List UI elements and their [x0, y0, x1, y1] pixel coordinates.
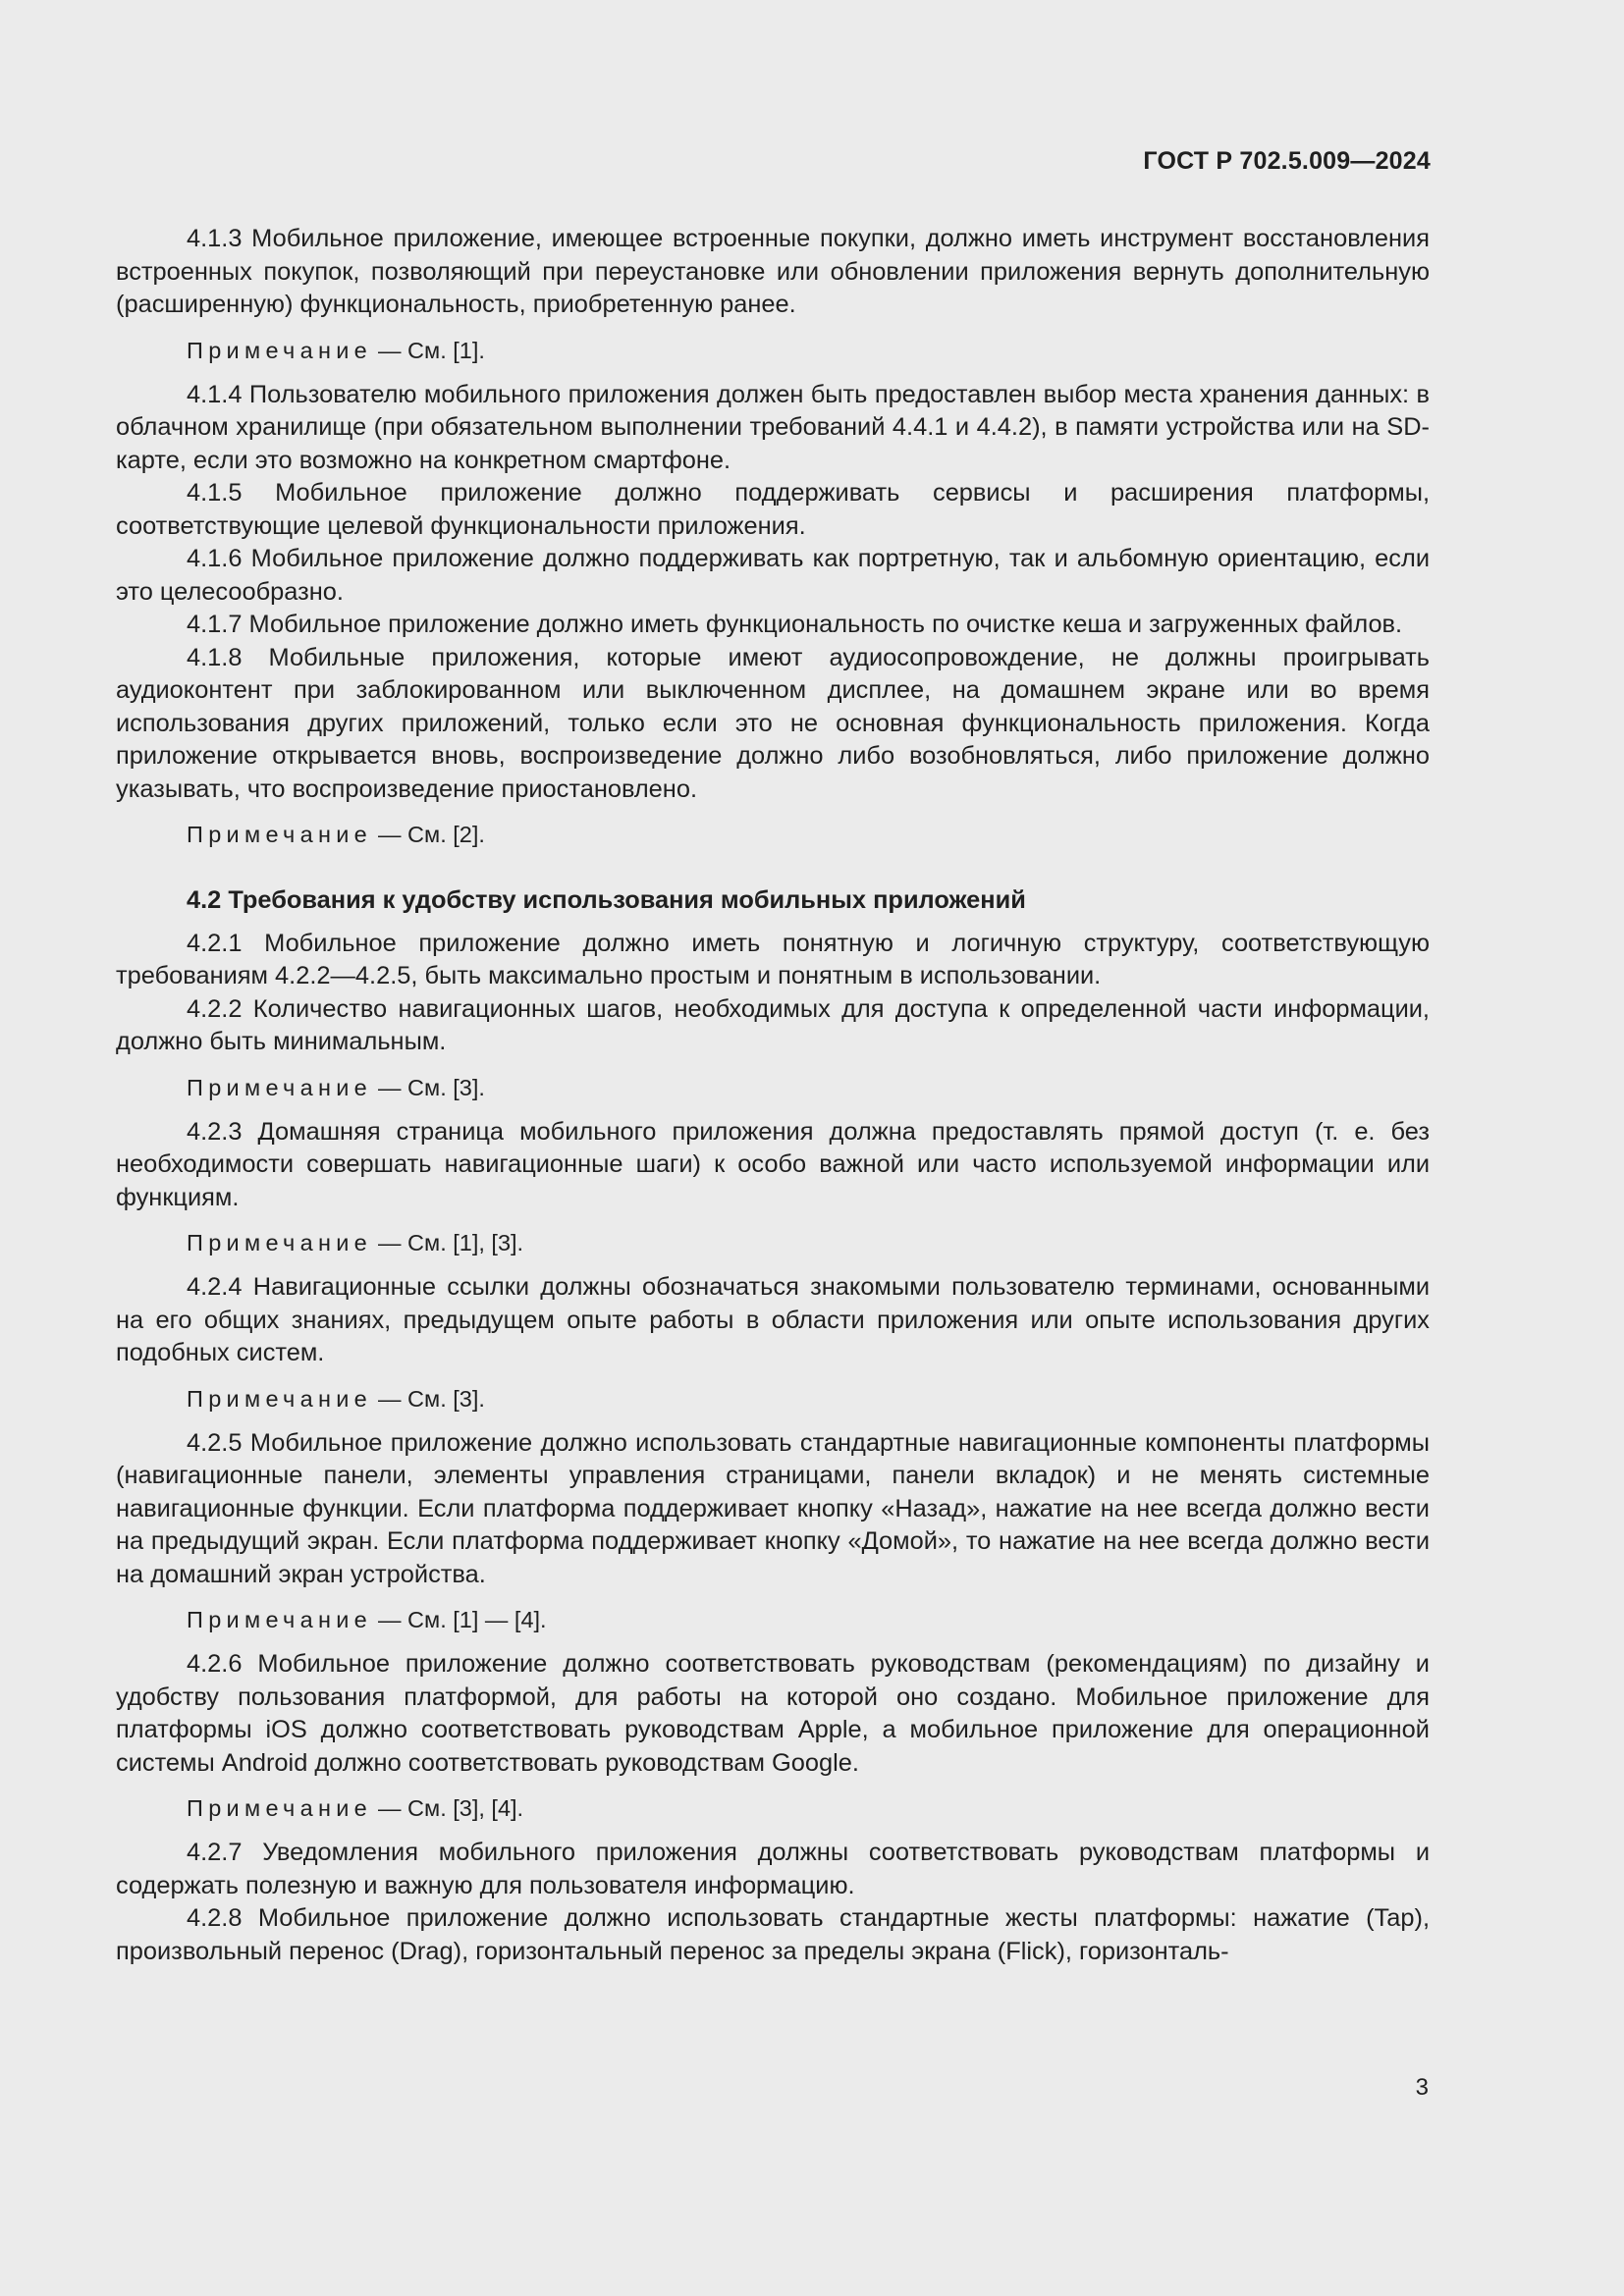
- paragraph: 4.1.5 Мобильное приложение должно поддерживать сервисы и расширения платформы, соответствующие целевой функциональности приложения.: [116, 479, 1430, 540]
- note-text: — См. [3].: [378, 1385, 485, 1412]
- note-text: — См. [3].: [378, 1074, 485, 1100]
- note: [116, 1383, 1430, 1415]
- paragraph: 4.2.7 Уведомления мобильного приложения должны соответствовать руководствам платформы и содержать полезную и важную для пользователя информацию.: [116, 1839, 1430, 1899]
- paragraph: 4.1.4 Пользователю мобильного приложения должен быть предоставлен выбор места хранения данных: в облачном хранилище (при обязательном выполнении требований 4.4.1 и 4.4.2), в памяти устройства или на SD-карте, если это возможно на конкретном смартфоне.: [116, 380, 1430, 474]
- paragraph: 4.1.6 Мобильное приложение должно поддерживать как портретную, так и альбомную ориентацию, если это целесообразно.: [116, 545, 1430, 606]
- paragraph: 4.2.2 Количество навигационных шагов, необходимых для доступа к определенной части информации, должно быть минимальным.: [116, 994, 1430, 1055]
- note: [116, 1072, 1430, 1104]
- paragraph: 4.2.8 Мобильное приложение должно использовать стандартные жесты платформы: нажатие (Tap), произвольный перенос (Drag), горизонтальный перенос за пределы экрана (Flick), горизонталь-: [116, 1904, 1430, 1965]
- note-label: Примечание: [187, 1230, 373, 1255]
- note: [116, 1604, 1430, 1636]
- paragraph: 4.2.6 Мобильное приложение должно соответствовать руководствам (рекомендациям) по дизайну и удобству пользования платформой, для работы на которой оно создано. Мобильное приложение для платформы iOS должно соответствовать руководствам Apple, а мобильное приложение для операционной системы Android должно соответствовать руководствам Google.: [116, 1650, 1430, 1777]
- note: [116, 819, 1430, 851]
- note-label: Примечание: [187, 1074, 373, 1100]
- paragraph: 4.2.3 Домашняя страница мобильного приложения должна предоставлять прямой доступ (т. е. без необходимости совершать навигационные шаги) к особо важной или часто используемой информации или функциям.: [116, 1117, 1430, 1211]
- note-text: — См. [1] — [4].: [378, 1607, 547, 1632]
- paragraph: 4.2.4 Навигационные ссылки должны обозначаться знакомыми пользователю терминами, основанными на его общих знаниях, предыдущем опыте работы в области приложения или опыте использования других подобных систем.: [116, 1273, 1430, 1366]
- note-text: — См. [2].: [378, 822, 485, 847]
- note-label: Примечание: [187, 1607, 373, 1632]
- note-text: — См. [1].: [378, 337, 485, 363]
- document-body: [116, 223, 1430, 1968]
- note-label: Примечание: [187, 337, 373, 363]
- paragraph: 4.1.7 Мобильное приложение должно иметь функциональность по очистке кеша и загруженных файлов.: [187, 611, 1403, 638]
- note-label: Примечание: [187, 1795, 373, 1821]
- note: [116, 1227, 1430, 1259]
- note-text: — См. [3], [4].: [378, 1795, 524, 1821]
- note-text: — См. [1], [3].: [378, 1230, 524, 1255]
- note-label: Примечание: [187, 1385, 373, 1412]
- section-heading: 4.2 Требования к удобству использования мобильных приложений: [187, 886, 1026, 914]
- note: [116, 1792, 1430, 1825]
- note: [116, 335, 1430, 367]
- paragraph: 4.1.8 Мобильные приложения, которые имеют аудиосопровождение, не должны проигрывать аудиоконтент при заблокированном или выключенном дисплее, на домашнем экране или во время использования других приложений, только если это не основная функциональность приложения. Когда приложение открывается вновь, воспроизведение должно либо возобновляться, либо приложение должно указывать, что воспроизведение приостановлено.: [116, 643, 1430, 803]
- paragraph: 4.2.5 Мобильное приложение должно использовать стандартные навигационные компоненты платформы (навигационные панели, элементы управления страницами, панели вкладок) и не менять системные навигационные функции. Если платформа поддерживает кнопку «Назад», нажатие на нее всегда должно вести на предыдущий экран. Если платформа поддерживает кнопку «Домой», то нажатие на нее всегда должно вести на домашний экран устройства.: [116, 1428, 1430, 1588]
- document-standard-id: ГОСТ Р 702.5.009—2024: [1143, 147, 1431, 175]
- paragraph: 4.1.3 Мобильное приложение, имеющее встроенные покупки, должно иметь инструмент восстановления встроенных покупок, позволяющий при переустановке или обновлении приложения вернуть дополнительную (расширенную) функциональность, приобретенную ранее.: [116, 225, 1430, 318]
- page-number: 3: [1415, 2074, 1429, 2101]
- note-label: Примечание: [187, 822, 373, 847]
- paragraph: 4.2.1 Мобильное приложение должно иметь понятную и логичную структуру, соответствующую требованиям 4.2.2—4.2.5, быть максимально простым и понятным в использовании.: [116, 929, 1430, 989]
